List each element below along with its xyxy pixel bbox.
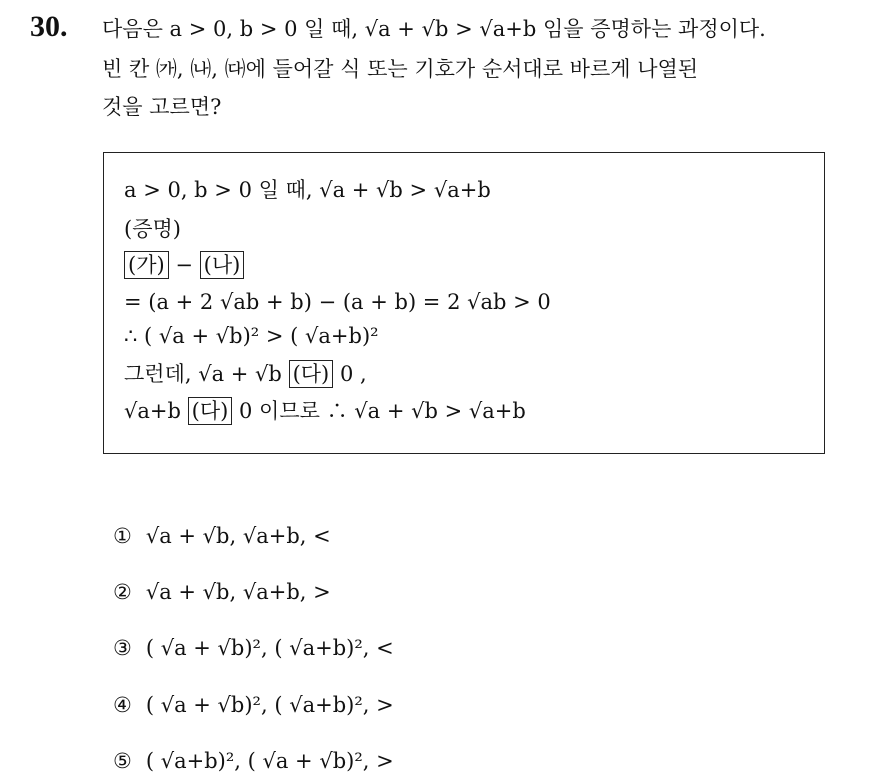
option-text: ( √a+b)², ( √a + √b)², > xyxy=(145,749,394,773)
option-text: ( √a + √b)², ( √a+b)², > xyxy=(145,693,394,717)
proof-step-1 xyxy=(124,251,244,279)
proof-step-3: ∴ ( √a + √b)² > ( √a+b)² xyxy=(124,324,379,348)
option-text: ( √a + √b)², ( √a+b)², < xyxy=(145,636,394,660)
step5-prefix: √a+b xyxy=(124,399,181,423)
minus-sign: − xyxy=(175,253,193,277)
step5-suffix: 0 이므로 ∴ √a + √b > √a+b xyxy=(239,399,526,423)
proof-label: (증명) xyxy=(124,217,181,241)
option-4[interactable] xyxy=(113,691,394,719)
question-text-line-2: 빈 칸 ㈎, ㈏, ㈐에 들어갈 식 또는 기호가 순서대로 바르게 나열된 xyxy=(102,57,699,81)
question-text-line-3: 것을 고르면? xyxy=(102,95,222,119)
option-marker: ⑤ xyxy=(113,749,132,773)
option-1[interactable] xyxy=(113,522,331,550)
question-text-line-1: 다음은 a > 0, b > 0 일 때, √a + √b > √a+b 임을 증명하는 과정이다. xyxy=(102,17,766,41)
option-marker: ④ xyxy=(113,693,132,717)
blank-da-2: (다) xyxy=(188,397,233,425)
proof-step-5 xyxy=(124,397,526,425)
blank-ga: (가) xyxy=(124,251,169,279)
step4-prefix: 그런데, √a + √b xyxy=(124,362,282,386)
step4-suffix: 0 , xyxy=(339,362,367,386)
option-2[interactable] xyxy=(113,578,331,606)
option-text: √a + √b, √a+b, < xyxy=(145,524,331,548)
option-marker: ① xyxy=(113,524,132,548)
question-number: 30. xyxy=(30,10,68,43)
option-5[interactable] xyxy=(113,747,394,775)
proof-step-2: = (a + 2 √ab + b) − (a + b) = 2 √ab > 0 xyxy=(124,290,551,314)
option-marker: ② xyxy=(113,580,132,604)
option-3[interactable] xyxy=(113,634,394,662)
blank-na: (나) xyxy=(200,251,245,279)
proof-statement: a > 0, b > 0 일 때, √a + √b > √a+b xyxy=(124,178,491,202)
option-text: √a + √b, √a+b, > xyxy=(145,580,331,604)
proof-step-4 xyxy=(124,360,367,388)
blank-da: (다) xyxy=(289,360,334,388)
option-marker: ③ xyxy=(113,636,132,660)
